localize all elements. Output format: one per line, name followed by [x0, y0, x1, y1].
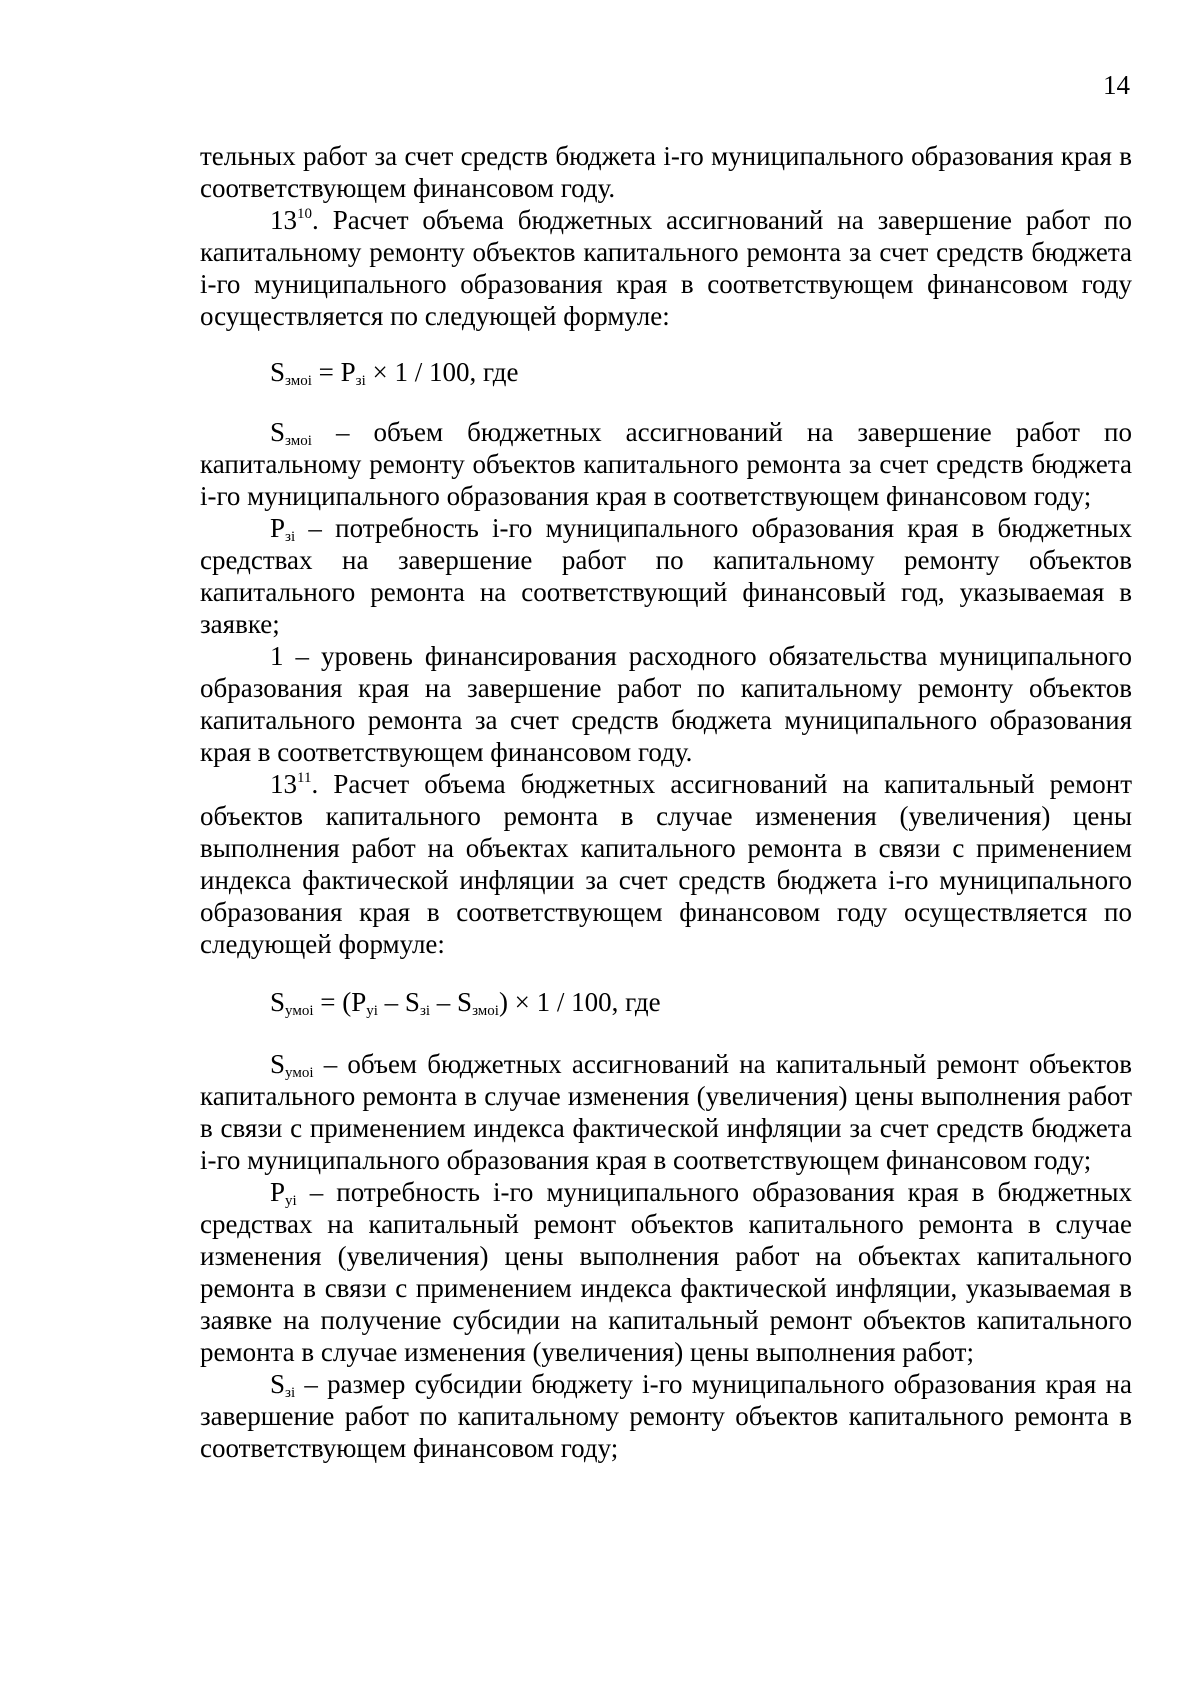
formula-text: – S	[430, 987, 473, 1017]
formula-text: = (P	[313, 987, 367, 1017]
formula-s-zmoi	[200, 356, 1132, 388]
formula-text: × 1 / 100, где	[365, 357, 519, 387]
section-number-superscript: 11	[297, 770, 312, 786]
definition-text: 1 – уровень финансирования расходного обязательства муниципального образования края на завершение работ по капитальному ремонту объектов капитального ремонта за счет средств бюджета муниципального образования края в соответствующем финансовом году.	[200, 641, 1132, 767]
definition-subscript: уi	[285, 1193, 297, 1209]
definition-s-umoi	[200, 1048, 1132, 1176]
definition-symbol: S	[270, 1049, 286, 1079]
formula-subscript: умоi	[285, 1003, 314, 1019]
definition-symbol: P	[270, 1177, 286, 1207]
definition-p-ui	[200, 1176, 1132, 1368]
formula-text: – S	[377, 987, 420, 1017]
section-13-10	[200, 204, 1132, 332]
definition-subscript: зi	[285, 1385, 296, 1401]
definition-subscript: зi	[285, 529, 296, 545]
definition-text: – размер субсидии бюджету i-го муниципального образования края на завершение работ по капитальному ремонту объектов капитального ремонта в соответствующем финансовом году;	[200, 1369, 1132, 1463]
page-number: 14	[1103, 70, 1130, 100]
formula-symbol: S	[270, 987, 286, 1017]
formula-subscript: зi	[419, 1003, 431, 1019]
section-number: 13	[270, 769, 297, 799]
section-13-11	[200, 768, 1132, 960]
definition-p-zi	[200, 512, 1132, 640]
formula-subscript: змоi	[285, 373, 312, 389]
formula-text: ) × 1 / 100, где	[498, 987, 661, 1017]
definition-text: – объем бюджетных ассигнований на капитальный ремонт объектов капитального ремонта в случае изменения (увеличения) цены выполнения работ в связи с применением индекса фактической инфляции за счет средств бюджета i-го муниципального образования края в соответствующем финансовом году;	[200, 1049, 1132, 1175]
paragraph-text: тельных работ за счет средств бюджета i-го муниципального образования края в соответствующем финансовом году.	[200, 141, 1132, 203]
definition-subscript: умоi	[285, 1065, 314, 1081]
formula-s-umoi	[200, 986, 1132, 1018]
paragraph-continuation	[200, 140, 1132, 204]
section-number-superscript: 10	[297, 206, 312, 222]
section-number: 13	[270, 205, 297, 235]
document-body	[200, 140, 1132, 1464]
paragraph-text: . Расчет объема бюджетных ассигнований на капитальный ремонт объектов капитального ремонта в случае изменения (увеличения) цены выполнения работ на объектах капитального ремонта в связи с применением индекса фактической инфляции за счет средств бюджета i-го муниципального образования края в соответствующем финансовом году осуществляется по следующей формуле:	[200, 769, 1132, 959]
definition-symbol: S	[270, 417, 286, 447]
definition-symbol: S	[270, 1369, 286, 1399]
definition-symbol: P	[270, 513, 286, 543]
formula-subscript: зi	[355, 373, 366, 389]
paragraph-text: . Расчет объема бюджетных ассигнований на завершение работ по капитальному ремонту объектов капитального ремонта за счет средств бюджета i-го муниципального образования края в соответствующем финансовом году осуществляется по следующей формуле:	[200, 205, 1132, 331]
formula-subscript: змоi	[472, 1003, 499, 1019]
definition-level	[200, 640, 1132, 768]
definition-s-zi	[200, 1368, 1132, 1464]
definition-text: – потребность i-го муниципального образования края в бюджетных средствах на капитальный ремонт объектов капитального ремонта в случае изменения (увеличения) цены выполнения работ на объектах капитального ремонта в связи с применением индекса фактической инфляции, указываемая в заявке на получение субсидии на капитальный ремонт объектов капитального ремонта в случае изменения (увеличения) цены выполнения работ;	[200, 1177, 1132, 1367]
formula-text: = P	[311, 357, 356, 387]
definition-text: – потребность i-го муниципального образования края в бюджетных средствах на завершение работ по капитальному ремонту объектов капитального ремонта на соответствующий финансовый год, указываемая в заявке;	[200, 513, 1132, 639]
definition-s-zmoi	[200, 416, 1132, 512]
formula-symbol: S	[270, 357, 286, 387]
formula-subscript: уi	[366, 1003, 378, 1019]
definition-subscript: змоi	[285, 433, 312, 449]
definition-text: – объем бюджетных ассигнований на завершение работ по капитальному ремонту объектов капитального ремонта за счет средств бюджета i-го муниципального образования края в соответствующем финансовом году;	[200, 417, 1132, 511]
